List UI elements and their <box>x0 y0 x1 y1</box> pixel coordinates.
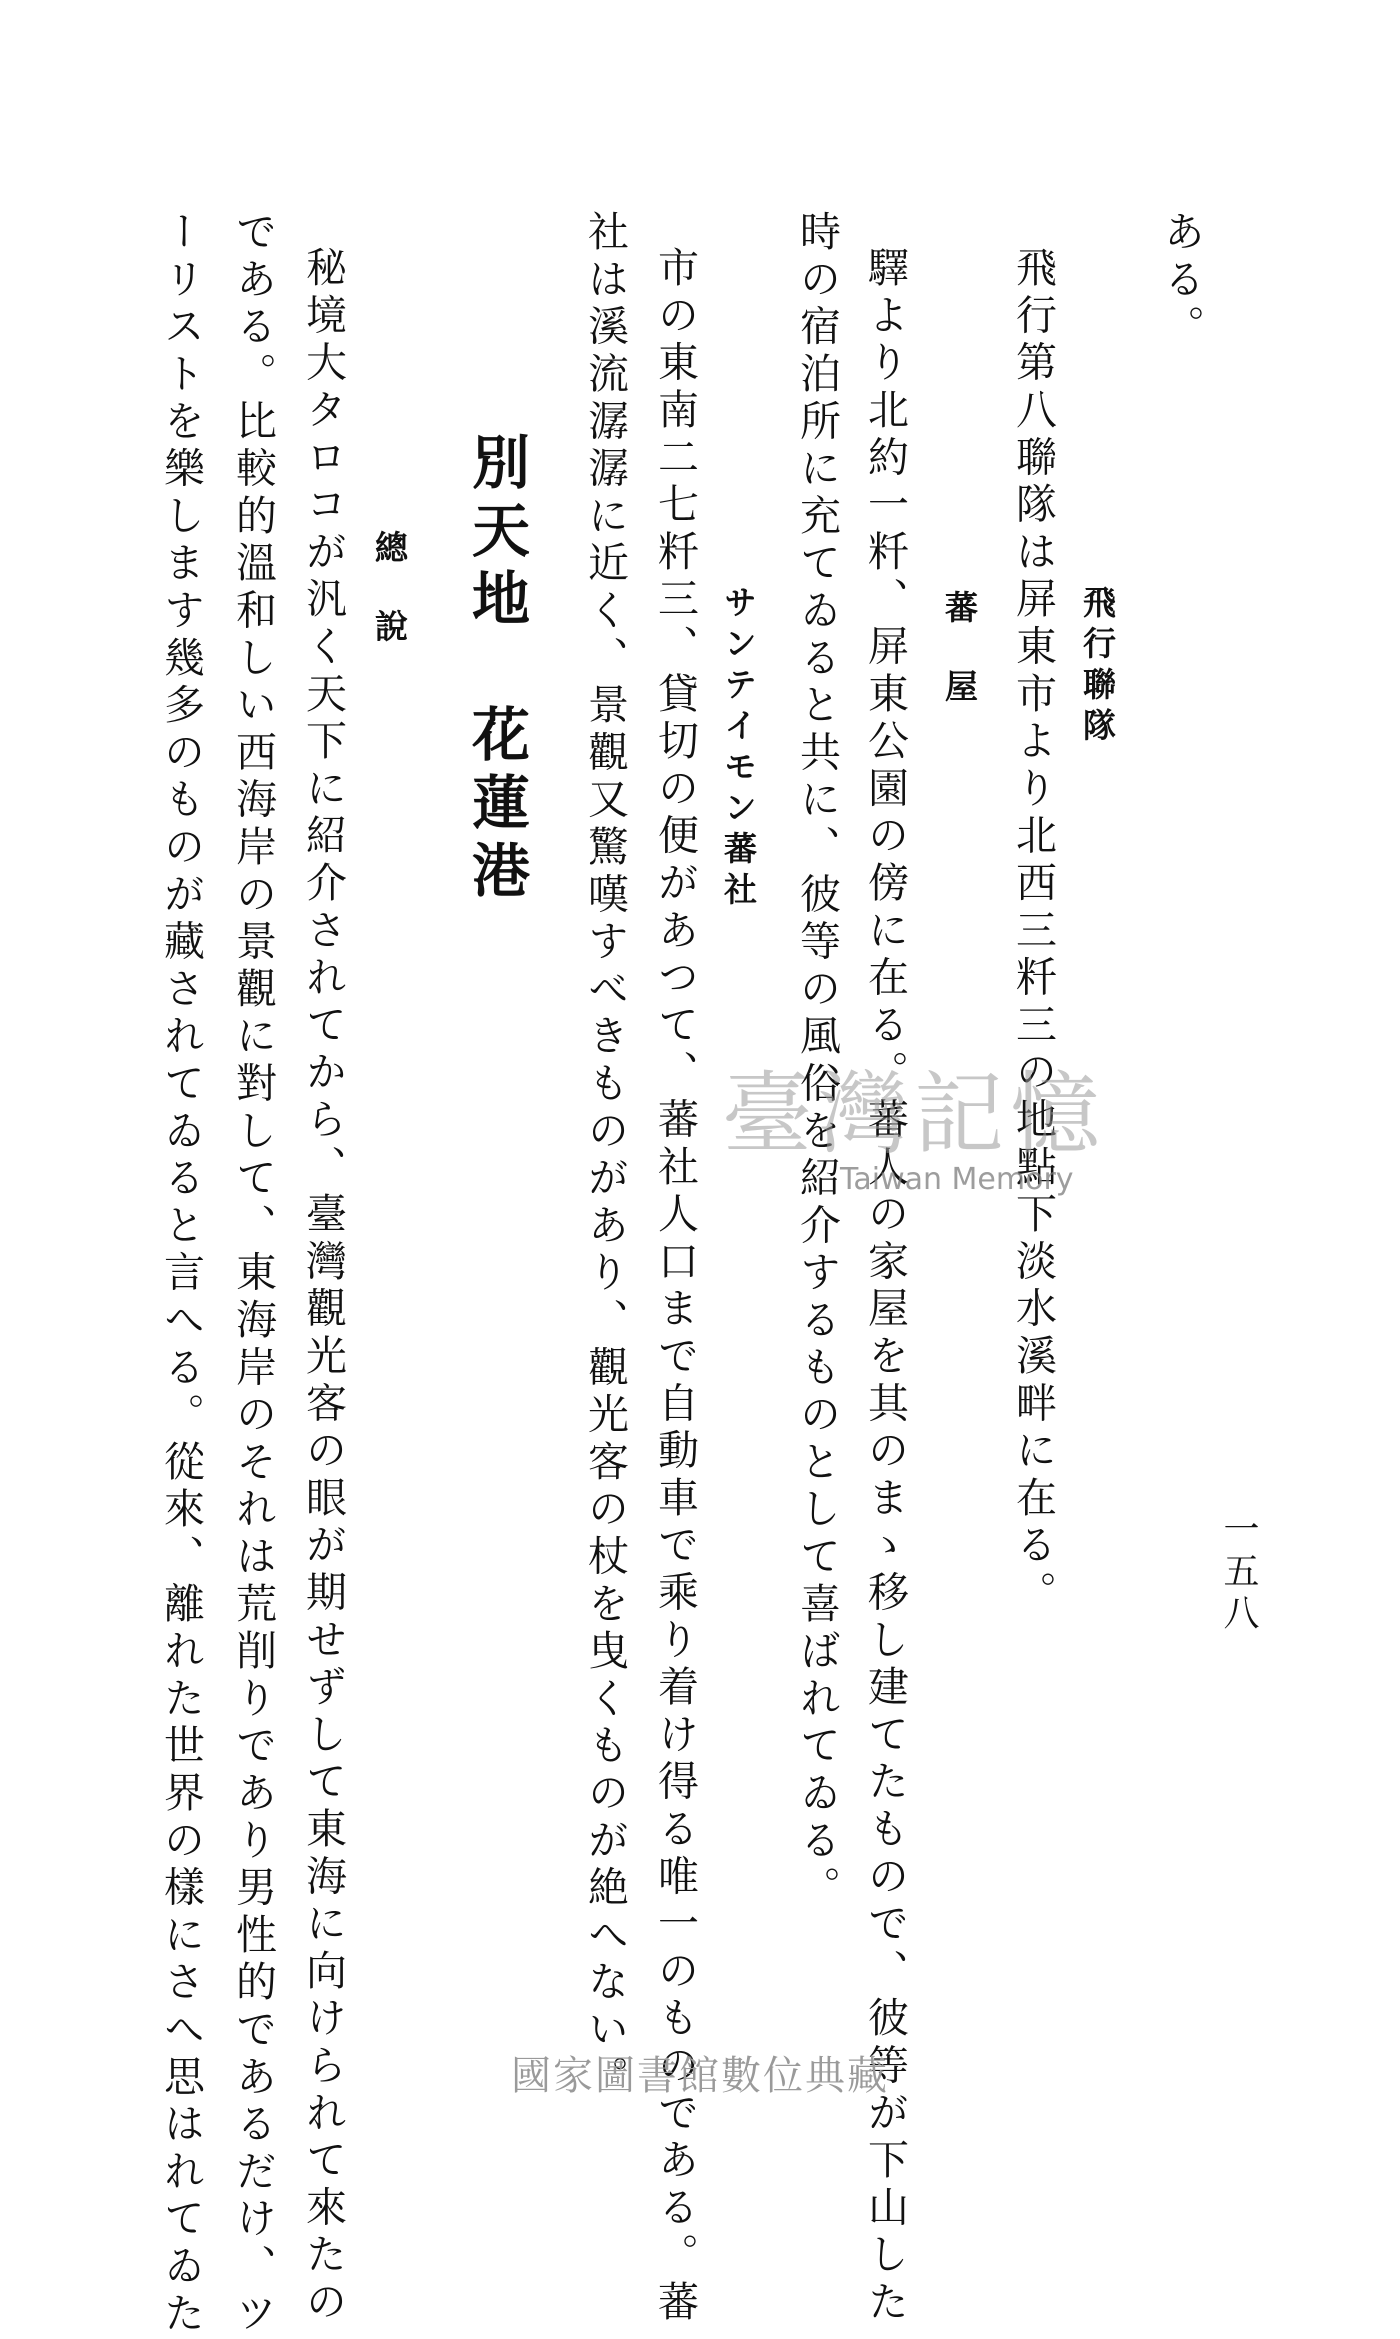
text-column-4: 時の宿泊所に充てゐると共に、彼等の風俗を紹介するものとして喜ばれてゐる。 <box>793 210 841 1913</box>
heading-banoku: 蕃屋 <box>940 590 979 748</box>
text-column-6: 社は溪流潺潺に近く、景觀又驚嘆すべきものがあり、觀光客の杖を曳くものが絶へない。 <box>581 210 629 2102</box>
page-number: 一五八 <box>1218 1510 1259 1636</box>
footer-credit: 國家圖書館數位典藏 <box>511 2053 889 2099</box>
chapter-title: 別天地 花蓮港 <box>462 432 530 908</box>
text-column-3: 驛より北約一粁、屏東公園の傍に在る。蕃人の家屋を其のまゝ移し建てたもので、彼等が下山した <box>861 246 909 2328</box>
text-column-1: ある。 <box>1157 210 1205 352</box>
heading-sosetsu: 總說 <box>370 530 409 688</box>
watermark-chinese: 臺灣記憶 <box>722 1062 1106 1167</box>
heading-santeimon: サンテイモン蕃社 <box>719 585 758 913</box>
text-column-8: である。比較的溫和しい西海岸の景觀に對して、東海岸のそれは荒削りであり男性的であるだけ、ツ <box>229 210 277 2339</box>
text-column-7: 秘境大タロコが汎く天下に紹介されてから、臺灣觀光客の眼が期せずして東海に向けられて來たの <box>299 246 347 2328</box>
heading-hiko-rentai: 飛行聯隊 <box>1078 585 1117 749</box>
text-column-9: ーリストを樂します幾多のものが藏されてゐると言へる。從來、離れた世界の樣にさへ思はれてゐた <box>157 210 205 2339</box>
text-column-2: 飛行第八聯隊は屏東市より北西三粁三の地點下淡水溪畔に在る。 <box>1009 246 1057 1618</box>
watermark-english: Taiwan Memory <box>840 1162 1074 1197</box>
taiwan-memory-watermark <box>722 1062 1142 1210</box>
text-column-5: 市の東南二七粁三、貸切の便があつて、蕃社人口まで自動車で乘り着け得る唯一のものである。蕃 <box>651 246 699 2328</box>
